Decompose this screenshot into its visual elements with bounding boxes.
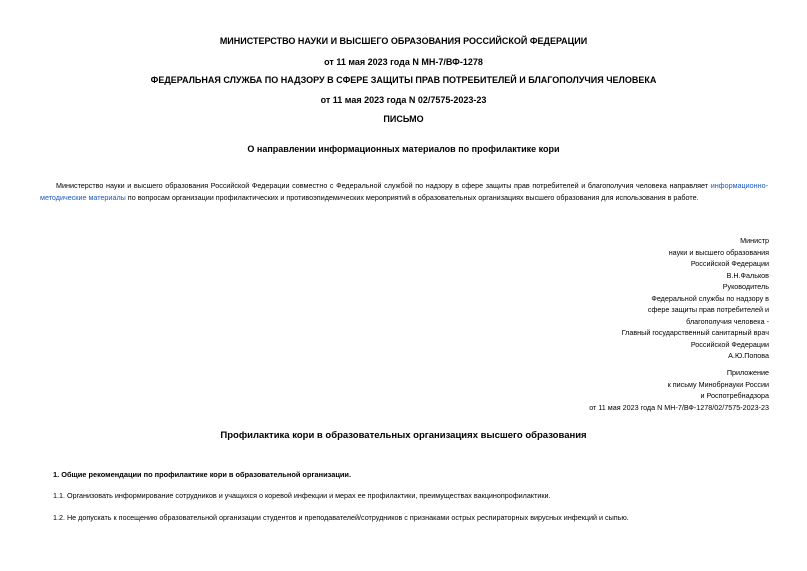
signature-line: Российской Федерации <box>690 339 769 349</box>
appendix-line: к письму Минобрнауки России <box>667 379 769 389</box>
ministry-name: МИНИСТЕРСТВО НАУКИ И ВЫСШЕГО ОБРАЗОВАНИЯ РОССИЙСКОЙ ФЕДЕРАЦИИ <box>219 36 588 46</box>
signature-line: А.Ю.Попова <box>728 351 769 360</box>
letter-subject: О направлении информационных материалов по профилактике кори <box>247 144 560 154</box>
materials-link[interactable]: информационно-методические материалы <box>40 181 768 202</box>
signature-line: Федеральной службы по надзору в <box>651 293 769 303</box>
signature-line: науки и высшего образования <box>668 247 769 257</box>
service-date: от 11 мая 2023 года N 02/7575-2023-23 <box>320 95 487 105</box>
signature-line: сфере защиты прав потребителей и <box>647 305 769 314</box>
doc-type: ПИСЬМО <box>383 114 424 124</box>
intro-text-after: по вопросам организации профилактических и противоэпидемических мероприятий в образовательных организациях высшего образования для использования в работе. <box>125 193 699 202</box>
appendix-line: и Роспотребнадзора <box>700 391 769 400</box>
appendix-line: Приложение <box>726 368 769 377</box>
ministry-date: от 11 мая 2023 года N МН-7/ВФ-1278 <box>324 57 483 67</box>
signature-line: Главный государственный санитарный врач <box>621 328 769 337</box>
intro-text-before: Министерство науки и высшего образования Российской Федерации совместно с Федеральной службой по надзору в сфере защиты прав потребителей и благополучия человека направляет <box>56 181 711 190</box>
signature-line: В.Н.Фальков <box>726 270 769 280</box>
signatures-block <box>622 235 769 362</box>
section-1-title: 1. Общие рекомендации по профилактике кори в образовательной организации. <box>53 470 352 479</box>
signature-line: Руководитель <box>722 282 769 291</box>
paragraph-1-2: 1.2. Не допускать к посещению образовательной организации студентов и преподавателей/сотрудников с признаками острых респираторных вирусных инфекций и сыпью. <box>53 513 629 522</box>
appendix-block <box>589 367 769 413</box>
service-name: ФЕДЕРАЛЬНАЯ СЛУЖБА ПО НАДЗОРУ В СФЕРЕ ЗАЩИТЫ ПРАВ ПОТРЕБИТЕЛЕЙ И БЛАГОПОЛУЧИЯ ЧЕЛОВЕКА <box>150 75 657 85</box>
intro-paragraph <box>40 180 768 204</box>
paragraph-1-1: 1.1. Организовать информирование сотрудников и учащихся о коревой инфекции и мерах ее профилактики, преимуществах вакцинопрофилактики. <box>53 491 551 500</box>
signature-line: Российской Федерации <box>690 259 769 268</box>
signature-line: Министр <box>740 236 769 245</box>
signature-line: благополучия человека - <box>686 316 769 326</box>
appendix-line: от 11 мая 2023 года N МН-7/ВФ-1278/02/7575-2023-23 <box>589 402 769 412</box>
annex-title: Профилактика кори в образовательных организациях высшего образования <box>220 430 587 441</box>
